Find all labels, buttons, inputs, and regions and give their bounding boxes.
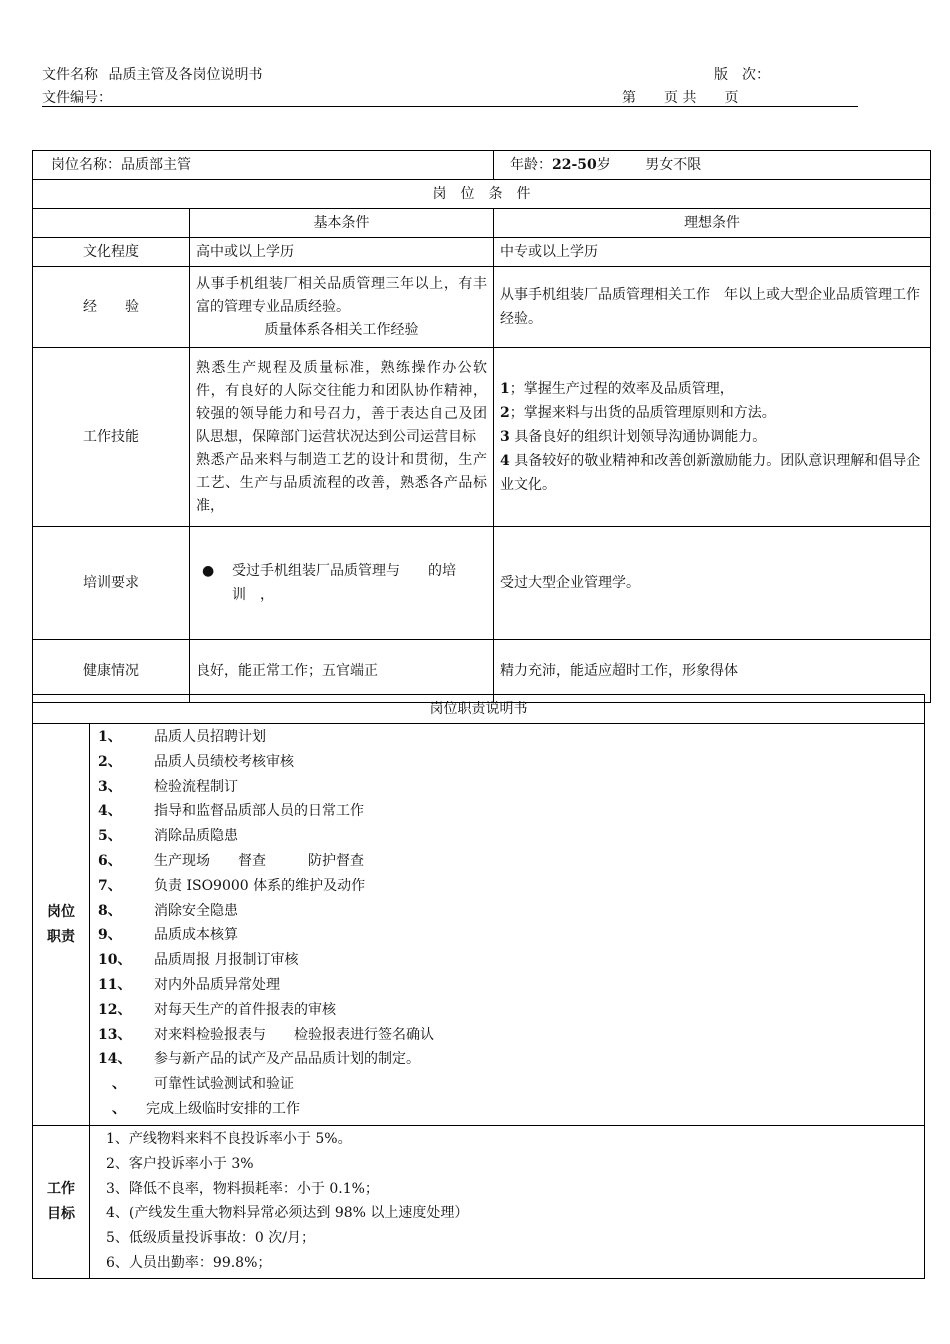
skills-label: 工作技能	[33, 348, 190, 527]
education-row	[33, 238, 931, 267]
experience-basic-text-2: 质量体系各相关工作经验	[264, 321, 419, 338]
blank-header-cell	[33, 209, 190, 238]
goals-row	[33, 1126, 925, 1279]
version-label: 版 次：	[714, 67, 770, 83]
duty-item: 12、 对每天生产的首件报表的审核	[98, 1001, 336, 1018]
experience-ideal: 从事手机组装厂品质管理相关工作 年以上或大型企业品质管理工作经验。	[494, 267, 931, 348]
page-label: 第 页 共 页	[622, 90, 739, 106]
duties-label: 岗位职责	[33, 724, 90, 1126]
training-ideal: 受过大型企业管理学。	[494, 527, 931, 640]
doc-name-label: 文件名称	[42, 67, 98, 83]
skills-ideal-item: 3 具备良好的组织计划领导沟通协调能力。	[500, 429, 767, 445]
duty-item: 14、 参与新产品的试产及产品品质计划的制定。	[98, 1051, 420, 1068]
education-basic: 高中或以上学历	[190, 238, 494, 267]
skills-ideal-item: 1；掌握生产过程的效率及品质管理，	[500, 381, 734, 397]
duties-title: 岗位职责说明书	[33, 695, 925, 724]
age-label: 年龄：	[510, 157, 552, 173]
duty-item: 、 可靠性试验测试和验证	[98, 1076, 294, 1093]
education-label: 文化程度	[33, 238, 190, 267]
education-ideal: 中专或以上学历	[494, 238, 931, 267]
age-unit: 岁	[596, 157, 611, 173]
training-label: 培训要求	[33, 527, 190, 640]
skills-ideal	[494, 348, 931, 527]
duties-table	[32, 694, 925, 1279]
duty-item: 11、 对内外品质异常处理	[98, 976, 280, 993]
duty-item: 9、 品质成本核算	[98, 927, 238, 944]
duty-item: 4、 指导和监督品质部人员的日常工作	[98, 803, 364, 820]
duty-item: 13、 对来料检验报表与 检验报表进行签名确认	[98, 1026, 434, 1043]
goal-item: 6、人员出勤率：99.8%；	[106, 1254, 272, 1271]
bullet-icon: ●	[202, 563, 215, 579]
doc-no-label: 文件编号：	[42, 90, 112, 106]
position-row	[33, 151, 931, 180]
experience-row	[33, 267, 931, 348]
position-name: 品质部主管	[121, 157, 191, 173]
position-name-cell	[33, 151, 494, 180]
skills-ideal-item: 4 具备较好的敬业精神和改善创新激励能力。团队意识理解和倡导企业文化。	[500, 453, 921, 493]
skills-basic-text-2: 熟悉产品来料与制造工艺的设计和贯彻，生产工艺、生产与品质流程的改善，熟悉各产品标准，	[196, 451, 487, 514]
basic-column-header: 基本条件	[190, 209, 494, 238]
doc-name: 品质主管及各岗位说明书	[108, 67, 263, 83]
duty-item: 3、 检验流程制订	[98, 778, 238, 795]
duty-item: 6、 生产现场 督查 防护督查	[98, 852, 364, 869]
health-ideal: 精力充沛，能适应超时工作，形象得体	[494, 640, 931, 703]
duty-item: 2、 品质人员绩校考核审核	[98, 753, 294, 770]
gender: 男女不限	[645, 157, 702, 173]
conditions-title: 岗 位 条 件	[33, 180, 931, 209]
goals-label: 工作目标	[33, 1126, 90, 1279]
training-basic	[190, 527, 494, 640]
duty-item: 1、 品质人员招聘计划	[98, 729, 266, 745]
training-row	[33, 527, 931, 640]
skills-ideal-item: 2；掌握来料与出货的品质管理原则和方法。	[500, 405, 776, 421]
age-value: 22-50	[552, 157, 597, 173]
duty-item: 7、 负责 ISO9000 体系的维护及动作	[98, 877, 366, 894]
header-divider	[42, 106, 858, 107]
health-label: 健康情况	[33, 640, 190, 703]
position-name-label: 岗位名称：	[51, 157, 121, 173]
duties-list	[90, 724, 925, 1126]
training-basic-text: 受过手机组装厂品质管理与 的培训 ，	[232, 563, 456, 603]
age-cell	[494, 151, 931, 180]
ideal-column-header: 理想条件	[494, 209, 931, 238]
duty-item: 5、 消除品质隐患	[98, 828, 238, 845]
goal-item: 3、降低不良率，物料损耗率：小于 0.1%；	[106, 1180, 379, 1197]
duty-item: 10、 品质周报 月报制订审核	[98, 952, 299, 969]
duties-row	[33, 724, 925, 1126]
health-basic: 良好，能正常工作；五官端正	[190, 640, 494, 703]
goal-item: 4、(产线发生重大物料异常必须达到 98% 以上速度处理）	[106, 1205, 469, 1222]
duty-item: 、 完成上级临时安排的工作	[98, 1100, 300, 1117]
goal-item: 2、客户投诉率小于 3%	[106, 1155, 254, 1172]
skills-basic	[190, 348, 494, 527]
skills-basic-text-1: 熟悉生产规程及质量标准，熟练操作办公软件，有良好的人际交往能力和团队协作精神，较强的领导能力和号召力，善于表达自己及团队思想，保障部门运营状况达到公司运营目标	[196, 359, 487, 445]
experience-basic	[190, 267, 494, 348]
goal-item: 1、产线物料来料不良投诉率小于 5%。	[106, 1131, 352, 1147]
skills-row	[33, 348, 931, 527]
experience-basic-text: 从事手机组装厂相关品质管理三年以上，有丰富的管理专业品质经验。	[196, 275, 487, 315]
doc-header-line1	[42, 64, 858, 84]
doc-header-line2	[42, 87, 858, 107]
experience-label: 经 验	[33, 267, 190, 348]
duty-item: 8、 消除安全隐患	[98, 902, 238, 919]
conditions-table	[32, 150, 931, 703]
goal-item: 5、低级质量投诉事故：0 次/月；	[106, 1230, 315, 1247]
goals-list	[90, 1126, 925, 1279]
